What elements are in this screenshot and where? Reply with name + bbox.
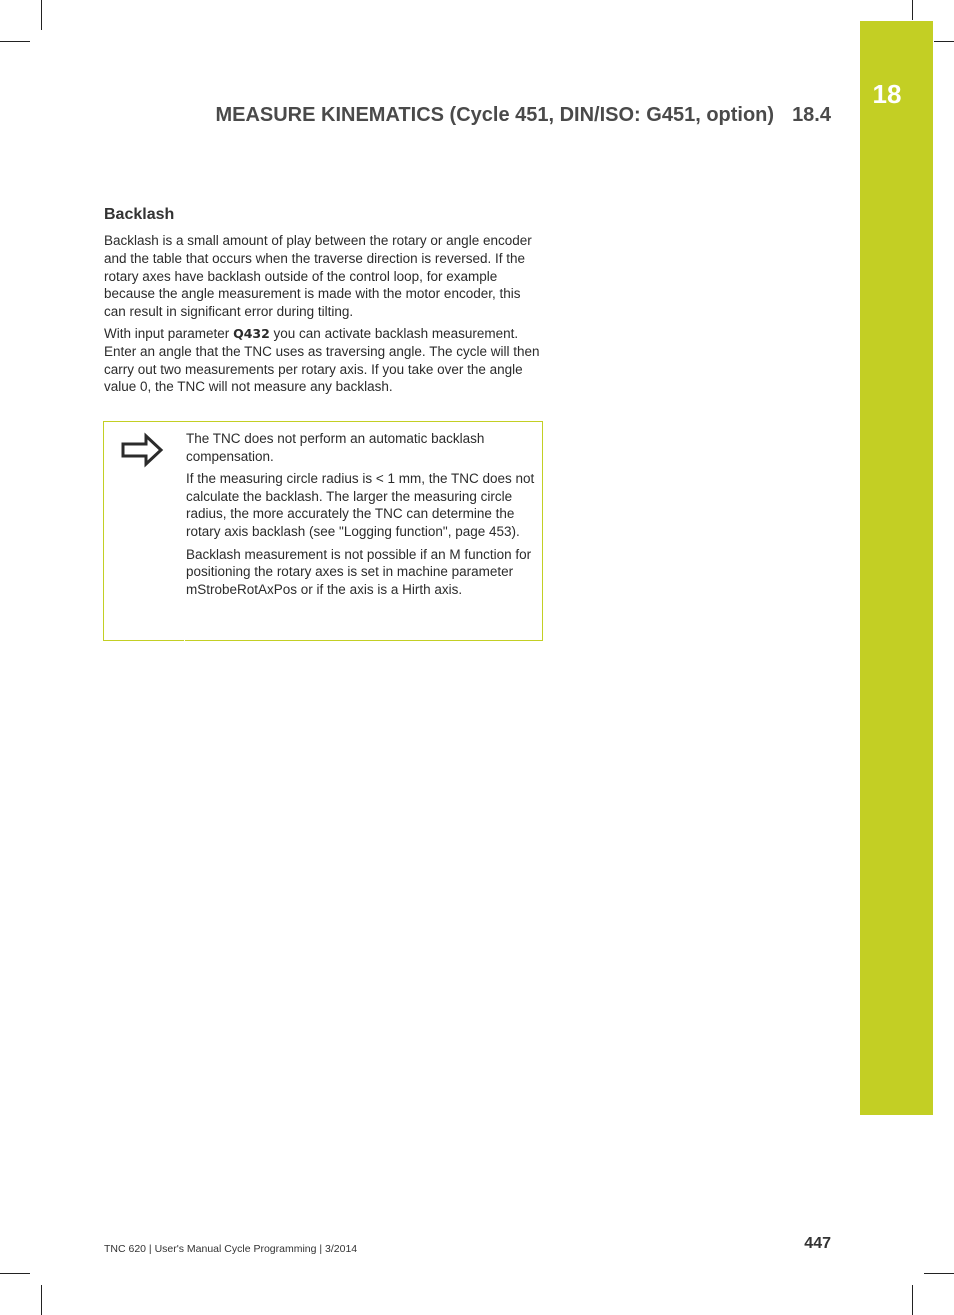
note-item: If the measuring circle radius is < 1 mm, the TNC does not calculate the backlash. The larger the measuring circle radius, the more accurately the TNC can determine the rotary axis backlash (see "Logging function", page 453). [186,471,535,539]
note-body [186,430,536,603]
crop-mark [41,0,42,30]
chapter-tab [860,21,933,1115]
arrow-right-icon [120,432,164,468]
crop-mark [0,1273,30,1274]
crop-mark [41,1285,42,1315]
note-box [103,421,543,641]
header-title: MEASURE KINEMATICS (Cycle 451, DIN/ISO: G451, option) [215,104,775,126]
header-section-number: 18.4 [792,104,831,126]
crop-mark [912,1285,913,1315]
paragraph-text: With input parameter [104,326,234,341]
page-number: 447 [804,1235,831,1252]
crop-mark [934,41,954,42]
chapter-number: 18 [872,79,902,109]
crop-mark [912,0,913,20]
note-item: Backlash measurement is not possible if an M function for positioning the rotary axes is set in machine parameter mStrobeRotAxPos or if the axis is a Hirth axis. [186,546,532,597]
crop-mark [924,1273,954,1274]
paragraph-q432 [104,325,540,396]
paragraph-backlash-intro: Backlash is a small amount of play between the rotary or angle encoder and the table that occurs when the traverse direction is reversed. If the rotary axes have backlash outside of the control loop, for example because the angle measurement is made with the motor encoder, this can result in significant error during tilting. [104,233,532,320]
page-header [215,104,831,127]
parameter-name: Q432 [233,326,270,341]
crop-mark [0,41,30,42]
note-divider [184,631,185,641]
paragraph-text: you can activate backlash measurement. Enter an angle that the TNC uses as traversing angle. The cycle will then carry out two measurements per rotary axis. If you take over the angle value 0, the TNC will not measure any backlash. [104,326,540,395]
footer-text: TNC 620 | User's Manual Cycle Programming | 3/2014 [104,1243,358,1255]
note-item: The TNC does not perform an automatic backlash compensation. [186,431,485,464]
section-heading: Backlash [104,206,175,223]
